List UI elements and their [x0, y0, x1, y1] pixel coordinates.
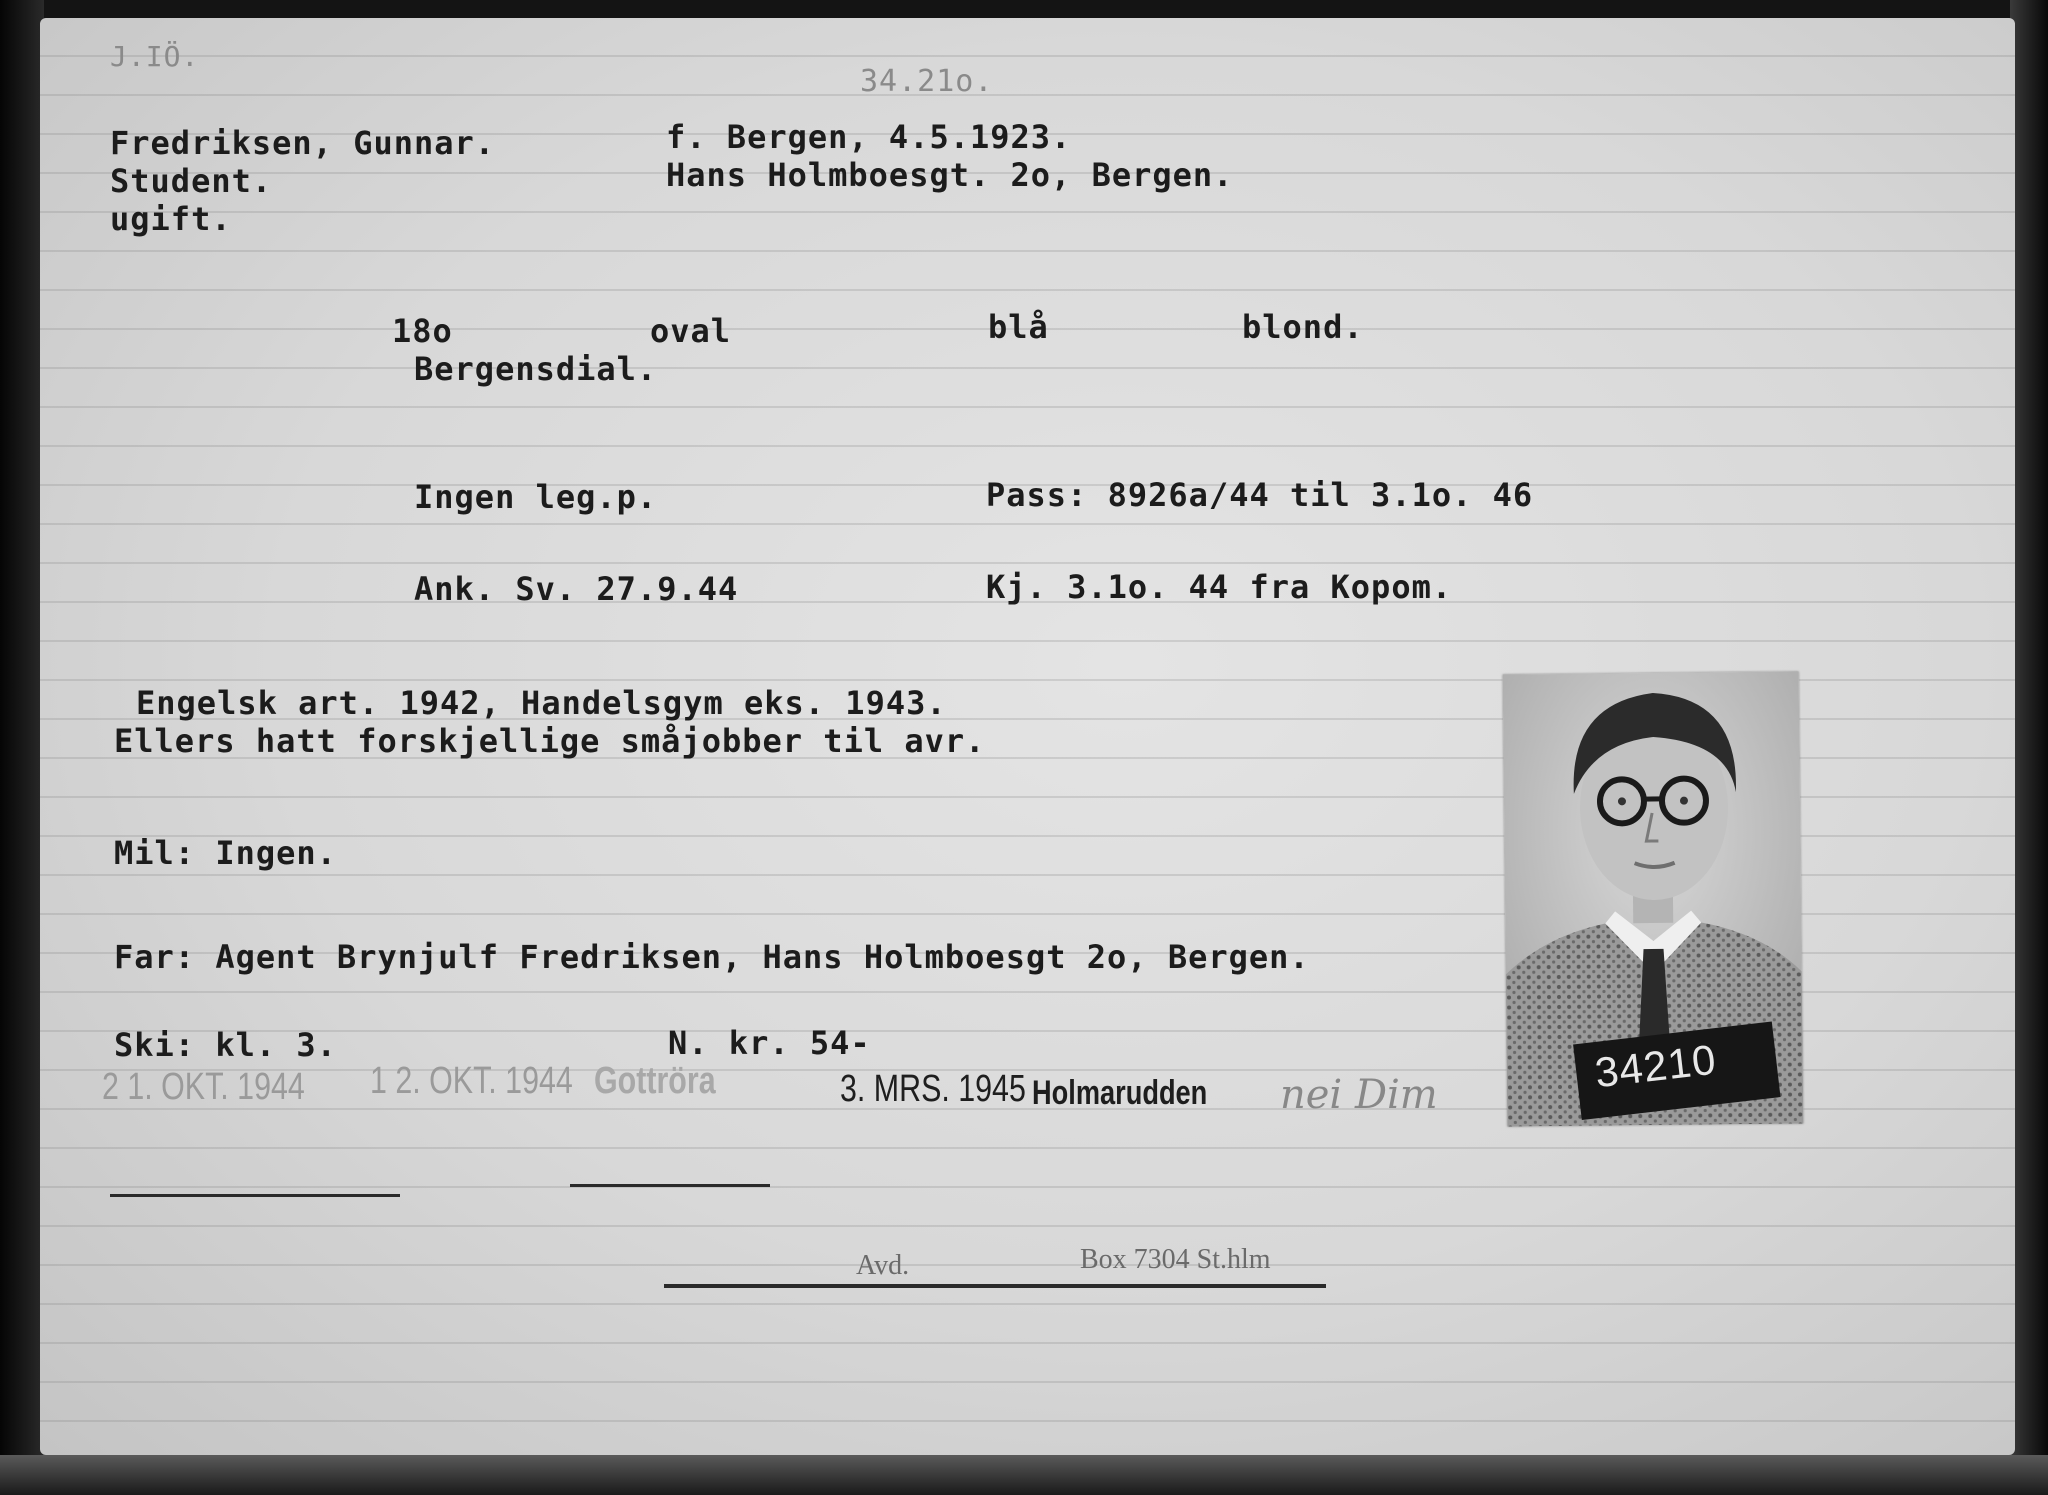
education-line-2: Ellers hatt forskjellige småjobber til avr.: [114, 722, 986, 760]
birth-info: f. Bergen, 4.5.1923.: [666, 118, 1072, 156]
military: Mil: Ingen.: [114, 834, 337, 872]
footer-rule: [664, 1284, 1326, 1288]
stamp-place-3: Holmarudden: [1032, 1074, 1208, 1112]
stamp-date-1: 2 1. OKT. 1944: [102, 1066, 305, 1108]
ski-level: Ski: kl. 3.: [114, 1026, 337, 1064]
reference-code: J.IÖ.: [110, 40, 200, 73]
passport: Pass: 8926a/44 til 3.1o. 46: [986, 476, 1534, 514]
address: Hans Holmboesgt. 2o, Bergen.: [666, 156, 1234, 194]
height: 18o: [392, 312, 453, 350]
footer-box: Box 7304 St.hlm: [1080, 1244, 1271, 1275]
marital-status: ugift.: [110, 200, 232, 238]
stamp-date-2: 1 2. OKT. 1944: [370, 1060, 573, 1102]
film-border-bottom: [0, 1455, 2048, 1495]
film-border-left: [0, 0, 44, 1495]
card-number: 34.21o.: [860, 64, 994, 99]
dialect: Bergensdial.: [414, 350, 658, 388]
stamp-place-2: Gottröra: [594, 1060, 716, 1102]
father: Far: Agent Brynjulf Fredriksen, Hans Holmboesgt 2o, Bergen.: [114, 938, 1310, 976]
eye-color: blå: [988, 308, 1049, 346]
stamp-date-3: 3. MRS. 1945: [840, 1068, 1026, 1110]
legitimation: Ingen leg.p.: [414, 478, 658, 516]
photo-number-plate: 34210: [1592, 1035, 1719, 1097]
n-kr: N. kr. 54-: [668, 1024, 871, 1062]
education-line-1: Engelsk art. 1942, Handelsgym eks. 1943.: [136, 684, 947, 722]
face-shape: oval: [650, 312, 732, 350]
came-from: Kj. 3.1o. 44 fra Kopom.: [986, 568, 1453, 606]
arrival-sweden: Ank. Sv. 27.9.44: [414, 570, 739, 608]
rule-line-1: [110, 1194, 400, 1197]
registration-card: [40, 18, 2015, 1455]
portrait-photo: [1503, 671, 1804, 1126]
pencil-note: nei Dim: [1280, 1072, 1438, 1118]
person-name: Fredriksen, Gunnar.: [110, 124, 496, 162]
film-border-right: [2010, 0, 2048, 1495]
occupation: Student.: [110, 162, 273, 200]
footer-avd: Avd.: [856, 1250, 910, 1281]
rule-line-2: [570, 1184, 770, 1187]
hair-color: blond.: [1242, 308, 1364, 346]
